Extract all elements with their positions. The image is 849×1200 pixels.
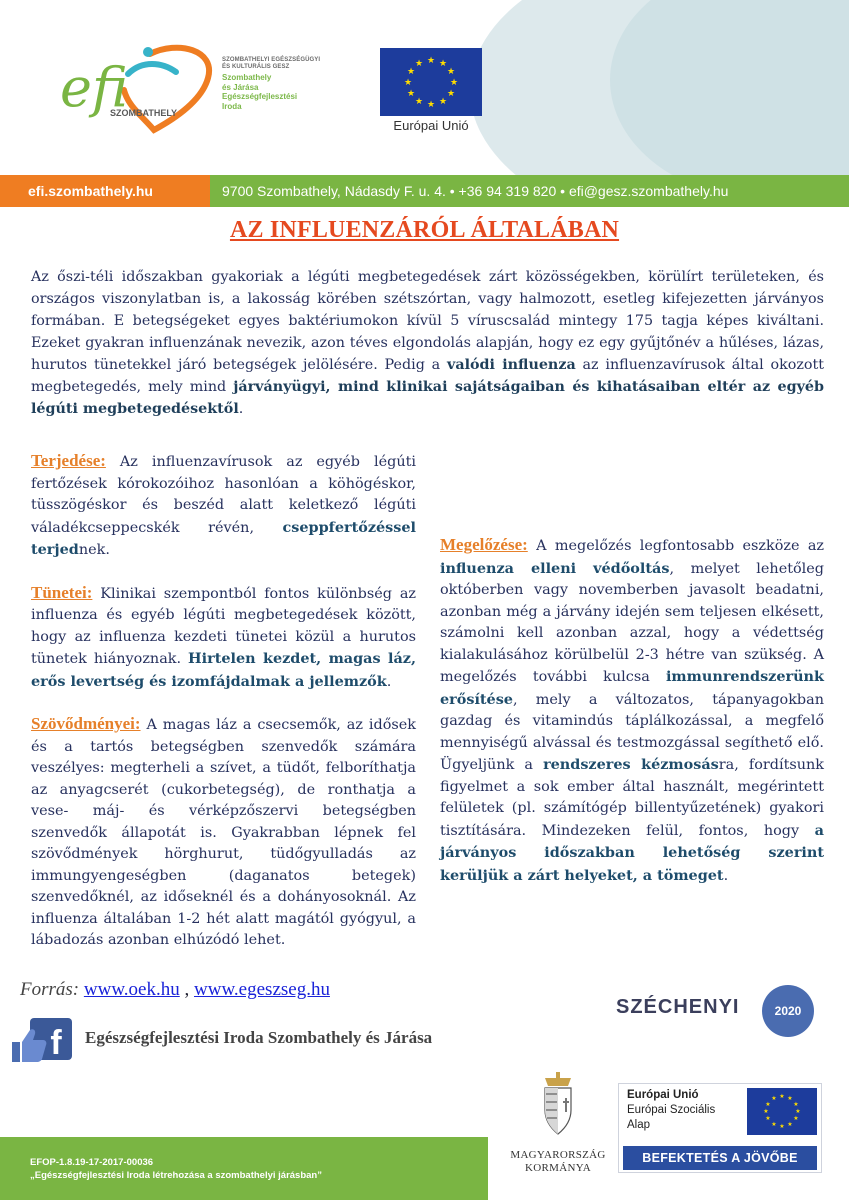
svg-text:★: ★ [438,59,448,69]
source-label: Forrás: [20,979,80,1000]
org-green-block [222,73,352,111]
right-column [440,450,824,907]
text-run: az influenzavírusok által okozott megbetegedés, mely mind [31,357,824,395]
section-heading: Megelőzése: [440,535,528,554]
bold-run: influenza elleni védőoltás [440,559,670,577]
svg-text:★: ★ [793,1115,799,1122]
bold-run: cseppfertőzéssel terjed [31,518,416,558]
section-heading: Tünetei: [31,582,93,602]
efi-logo-wordmark: efi [60,56,128,119]
left-column [31,450,416,972]
eu-logo [380,48,482,134]
lead-paragraph [31,266,824,420]
bold-run: immunrendszerünk erősítése [440,668,824,708]
text-run: Klinikai szempontból fontos különbség az influenza és egyéb légúti megbetegedések között, hogy az influenza kezdeti tünetei közül a hurutos tünetek hiányoznak. [31,585,416,667]
svg-text:★: ★ [765,1115,771,1122]
section-megelozese [440,534,824,887]
bold-run: a járványos időszakban lehetőség szerint kerüljük a zárt helyeket, a tömeget [440,821,824,884]
eu-social-fund-logo [618,1083,822,1173]
coat-of-arms-icon [537,1072,579,1138]
esza-line: Alap [627,1119,651,1131]
text-run: A magas láz a csecsemők, az idősek és a tartós betegségben szenvedők számára veszélyes: megterheli a szívet, a tüdőt, felboríthatja az anyagcserét (cukorbetegség), de ronthatja a vese- máj- és vérképzőszervi betegségben szenvedők állapotát is. Gyakrabban lépnek fel szövődmények hörghurut, tüdőgyulladás az immungyengeségben (daganatos betegek) szenvedőknél, az időseknél és a dohányosoknál. Az influenza általában 1-2 hét alatt magától gyógyul, a lábadozás azonban elhúzódó lehet. [31,717,416,948]
facebook-page-name[interactable]: Egészségfejlesztési Iroda Szombathely és Járása [85,1028,433,1047]
org-green-line: Szombathely [222,73,272,82]
svg-text:★: ★ [446,89,456,99]
text-run: Az influenzavírusok az egyéb légúti fertőzések kórokozóihoz hasonlóan a köhögéskor, tüsszögéskor és beszéd alatt keletkező légúti váladékcseppecskék révén, [31,454,416,536]
hungarian-government-logo [508,1072,608,1192]
decorative-swoosh [610,0,849,175]
section-szovodmenyei [31,713,416,952]
svg-text:★: ★ [426,100,436,110]
svg-text:★: ★ [771,1095,777,1102]
efi-logo [58,44,218,136]
svg-text:★: ★ [793,1101,799,1108]
svg-text:★: ★ [763,1108,769,1115]
text-run: . [238,401,244,417]
bold-run: járványügyi, mind klinikai sajátságaiban és kihatásaiban eltér az egyéb légúti megbetegedésektől [31,379,824,417]
org-name-line: ÉS KULTURÁLIS GESZ [222,64,290,70]
text-run: A megelőzés legfontosabb eszköze az [527,538,824,554]
svg-text:★: ★ [795,1108,801,1115]
eu-label: Európai Unió [393,118,469,133]
svg-text:★: ★ [438,97,448,107]
svg-text:★: ★ [765,1101,771,1108]
org-green-line: és Járása [222,82,259,92]
svg-text:★: ★ [771,1121,777,1128]
esza-line: Európai Unió [627,1089,699,1101]
section-heading: Szövődményei: [31,714,141,733]
bold-run: valódi influenza [447,357,576,373]
svg-text:★: ★ [779,1123,785,1130]
bold-run: rendszeres kézmosás [543,756,719,773]
oek-link[interactable]: www.oek.hu [83,979,180,1000]
organization-name [222,57,352,111]
esza-banner: BEFEKTETÉS A JÖVŐBE [623,1146,817,1170]
org-name-line: SZOMBATHELYI EGÉSZSÉGÜGYI [222,57,321,63]
szechenyi-name: SZÉCHENYI [616,996,740,1018]
esza-text [627,1088,715,1133]
org-green-line: Egészségfejlesztési [222,92,298,101]
eu-flag-icon [747,1088,817,1135]
text-run: Az őszi-téli időszakban gyakoriak a légúti megbetegedések zárt közösségekben, körülírt területeken, és országos viszonylatban is, a lakosság körében szétszórtan, vagy halmozott, esetleg kifejezetten járványos formában. E betegségeket egyes baktériumokon kívül 5 víruscsalád mintegy 175 tagja képes kiváltani. Ezeket gyakran influenzának nevezik, azon téves elgondolás alapján, hogy ez egy gyűjtőnév a hűléses, lázas, hurutos tünetekkel járó betegségek jelölésére. Pedig a [31,269,824,373]
source-separator: , [179,979,194,1000]
contact-info: 9700 Szombathely, Nádasdy F. u. 4. • +36 94 319 820 • efi@gesz.szombathely.hu [222,183,729,199]
szechenyi-2020-logo [616,985,826,1055]
gov-name-line: MAGYARORSZÁG [510,1149,606,1161]
text-run: nek. [78,542,110,558]
svg-text:★: ★ [414,59,424,69]
text-run: . [386,673,392,690]
svg-text:★: ★ [406,89,416,99]
text-run: , mely a változatos, tápanyagokban gazdag és vitamindús táplálkozással, a megfelő mennyiségű alvással és testmozgással segíthető elő. Ügyeljünk a [440,691,824,773]
page-header [0,0,849,175]
text-run: . [723,867,729,884]
section-terjedese [31,450,416,562]
bold-run: Hirtelen kezdet, magas láz, erős levertség és izomfájdalmak a jellemzők [31,650,416,690]
svg-text:★: ★ [449,78,459,88]
svg-text:★: ★ [414,97,424,107]
eu-flag-icon [380,48,482,116]
contact-bar [0,175,849,207]
gov-name-line: KORMÁNYA [525,1162,591,1174]
section-heading: Terjedése: [31,451,106,470]
efi-logo-subtitle: SZOMBATHELY [110,108,178,118]
project-footer [0,1137,488,1200]
svg-text:★: ★ [406,67,416,77]
egeszseg-link[interactable]: www.egeszseg.hu [194,979,330,1000]
source-line [20,979,330,1001]
gov-name [508,1149,608,1175]
svg-text:★: ★ [426,56,436,66]
text-run: , melyet lehetőleg októberben vagy novemberben javasolt beadatni, azonban még a járvány idején sem teljesen elkésett, számolni kell azonban azzal, hogy a védettség kialakulásához körülbelül 2-3 hétre van szükség. A megelőzés további kulcsa [440,560,824,685]
project-code: EFOP-1.8.19-17-2017-00036 [30,1157,154,1168]
szechenyi-year-badge: 2020 [762,985,814,1037]
org-green-line: Iroda [222,101,242,111]
esza-line: Európai Szociális [627,1104,716,1116]
section-tunetei [31,582,416,694]
website-link[interactable]: efi.szombathely.hu [0,175,210,207]
svg-text:★: ★ [787,1121,793,1128]
facebook-row[interactable] [10,1018,500,1066]
facebook-like-icon[interactable] [10,1018,72,1066]
facebook-letter: f [50,1024,62,1062]
project-title: „Egészségfejlesztési Iroda létrehozása a szombathelyi járásban” [30,1170,322,1181]
svg-text:★: ★ [779,1093,785,1100]
svg-text:★: ★ [403,78,413,88]
text-run: ra, fordítsunk figyelmet a sok ember által használt, megérintett felületek (pl. számítógép billentyűzetének) gyakori tisztítására. Mindezeken felül, fontos, hogy [440,757,824,839]
svg-text:★: ★ [446,67,456,77]
svg-text:★: ★ [787,1095,793,1102]
page-title: AZ INFLUENZÁRÓL ÁLTALÁBAN [229,217,620,243]
